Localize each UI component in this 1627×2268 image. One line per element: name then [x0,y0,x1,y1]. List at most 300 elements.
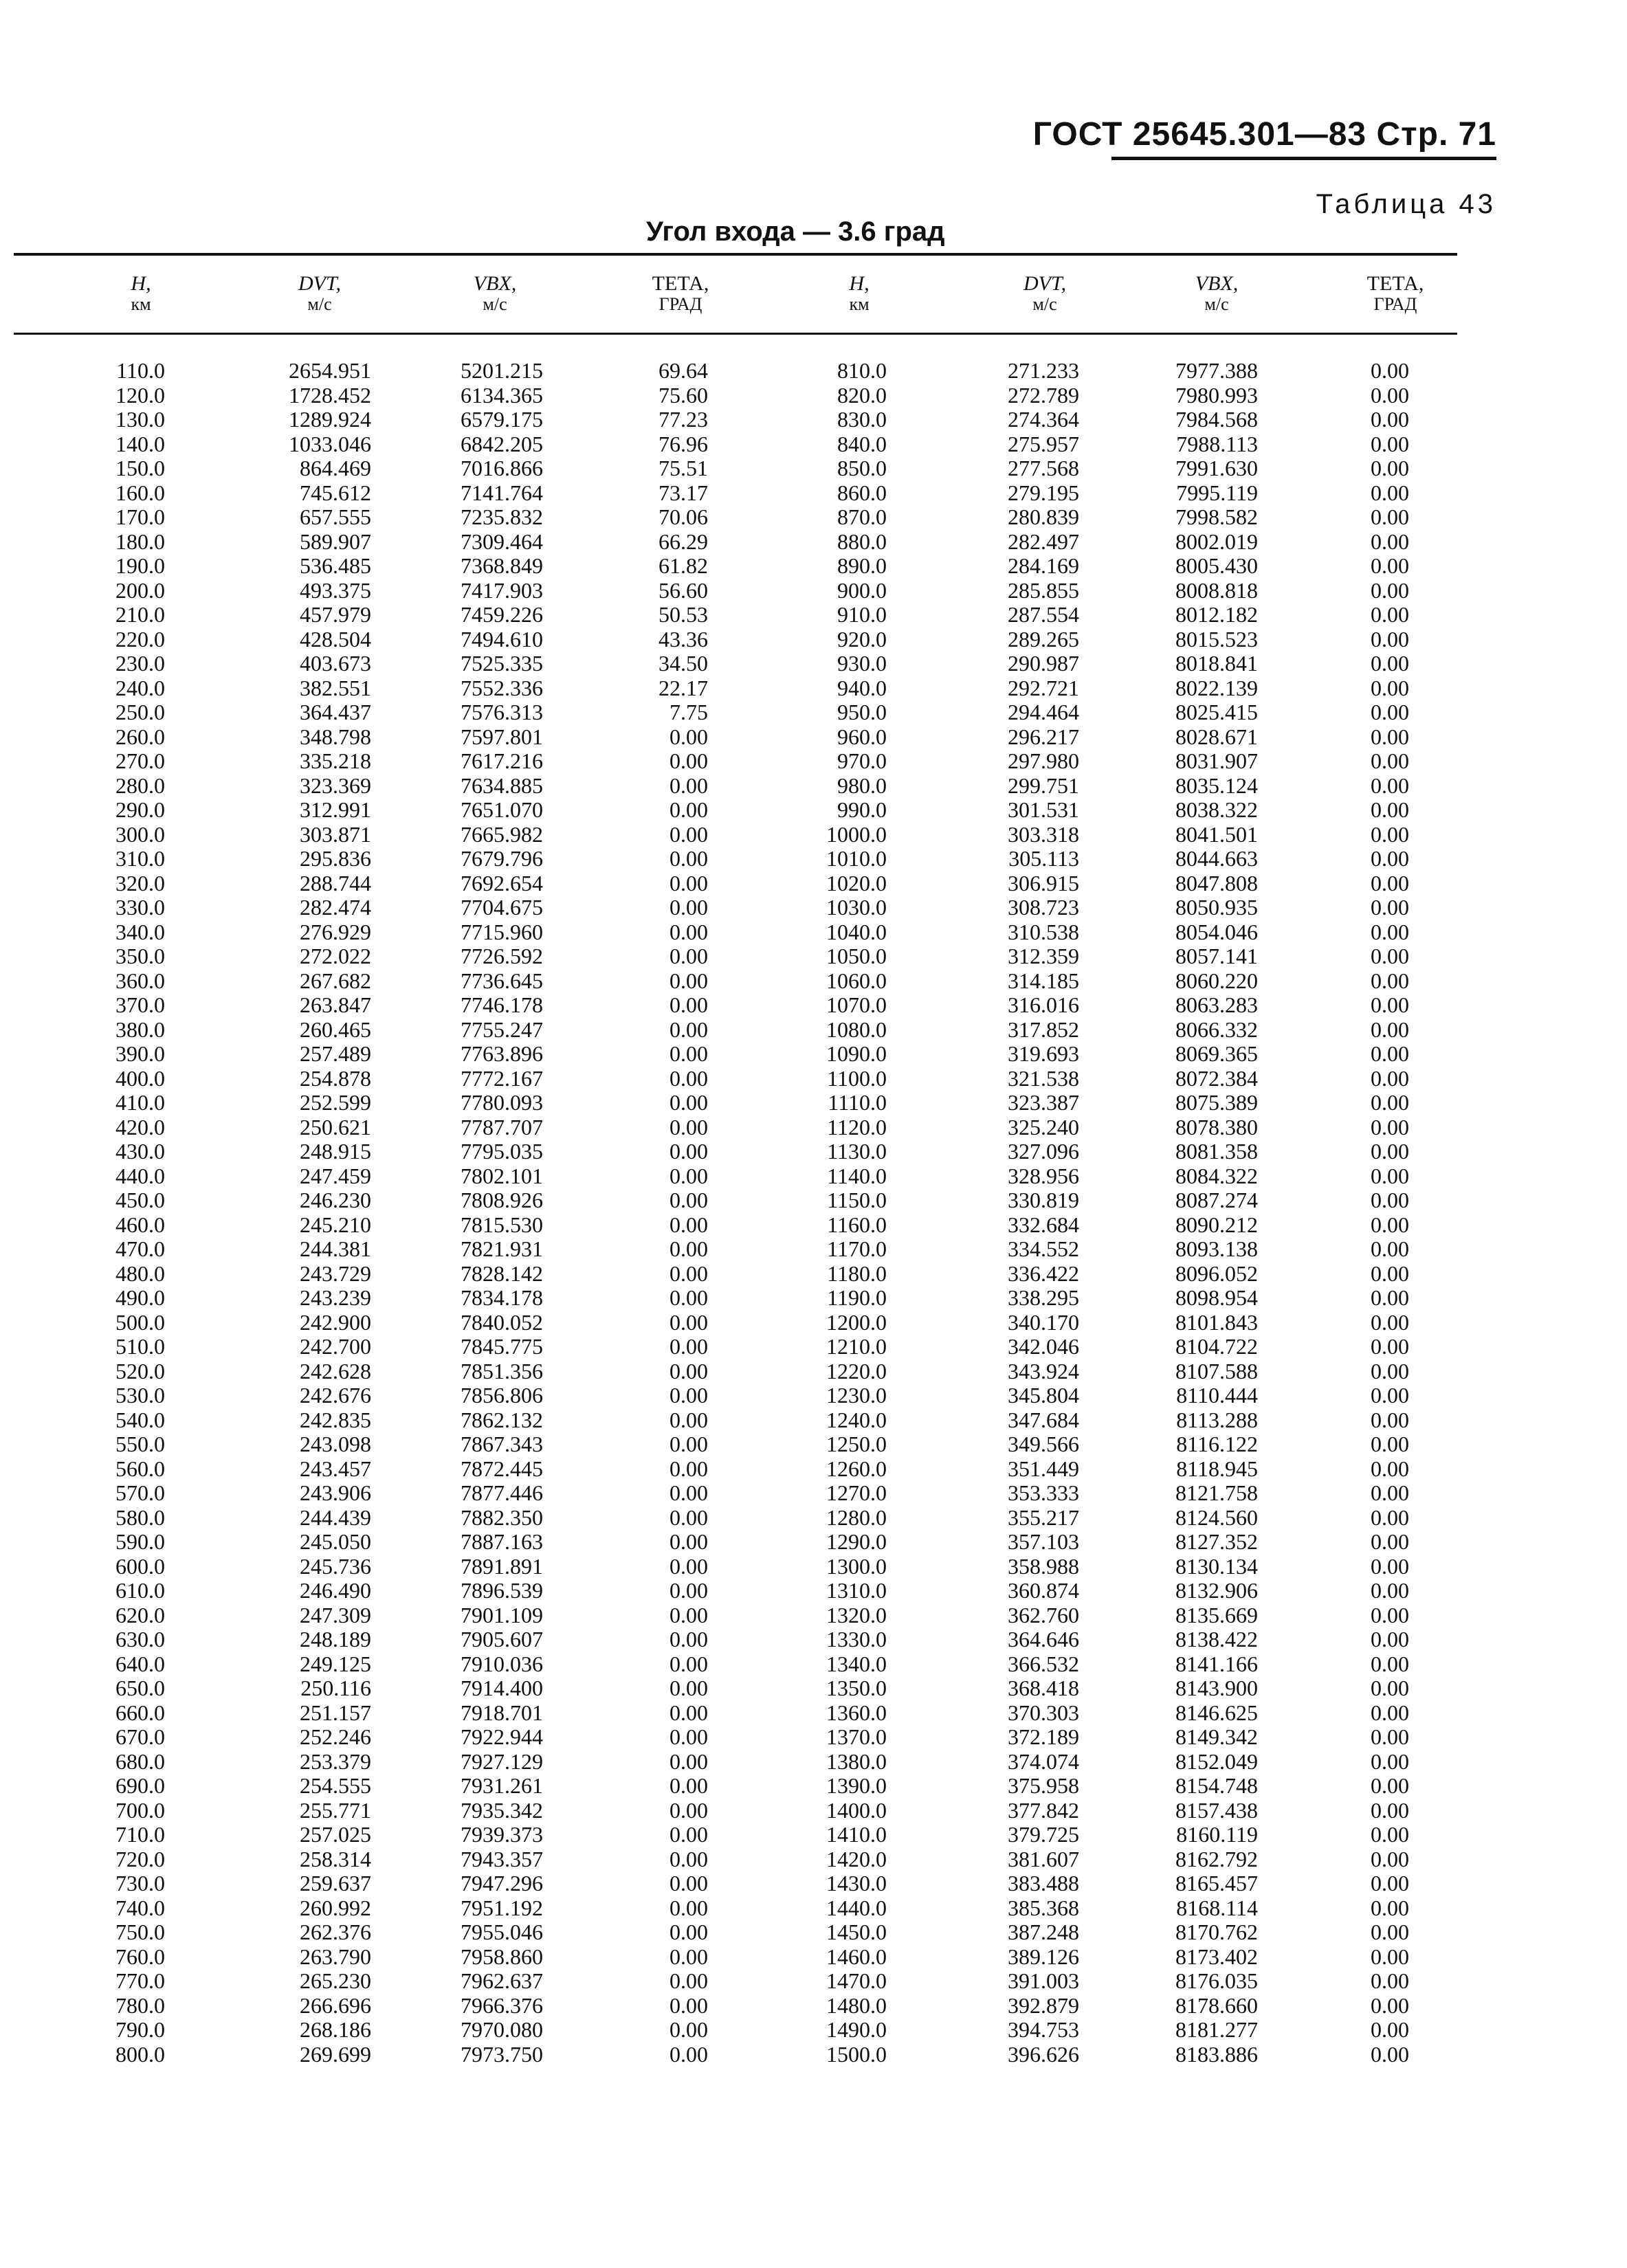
table-cell: 1490.0 [826,2017,887,2042]
table-cell: 0.00 [669,1724,708,1749]
table-cell: 1420.0 [826,1846,887,1871]
table-cell: 610.0 [115,1578,165,1603]
table-cell: 600.0 [115,1553,165,1579]
table-cell: 390.0 [115,1041,165,1066]
table-cell: 320.0 [115,870,165,896]
table-cell: 345.804 [1008,1383,1079,1408]
table-cell: 0.00 [1371,577,1409,603]
table-cell: 7927.129 [461,1748,543,1774]
table-cell: 0.00 [1371,1504,1409,1530]
table-cell: 8025.415 [1175,700,1258,724]
table-cell: 490.0 [115,1285,165,1310]
table-cell: 0.00 [669,1188,708,1212]
table-cell: 259.637 [300,1871,371,1895]
table-cell: 0.00 [669,1895,708,1920]
table-cell: 7980.993 [1175,382,1258,408]
table-cell: 8149.342 [1175,1724,1258,1749]
table-cell: 0.00 [669,1992,708,2018]
table-cell: 8047.808 [1175,870,1258,896]
table-cell: 7763.896 [461,1041,543,1066]
table-cell: 8162.792 [1175,1846,1258,1871]
table-cell: 0.00 [1371,1212,1409,1237]
column-header-teta-left [632,274,729,315]
table-cell: 8138.422 [1175,1627,1258,1652]
table-cell: 314.185 [1008,968,1079,993]
table-cell: 0.00 [1371,1309,1409,1335]
table-cell: 254.878 [300,1065,371,1091]
table-cell: 1500.0 [826,2041,887,2067]
table-cell: 8104.722 [1175,1334,1258,1359]
column-header-h-right [811,274,907,315]
table-cell: 420.0 [115,1114,165,1139]
table-cell: 0.00 [1371,821,1409,847]
table-cell: 7966.376 [461,1992,543,2018]
table-cell: 0.00 [669,1822,708,1847]
table-cell: 0.00 [669,919,708,944]
table-cell: 0.00 [669,870,708,896]
column-unit: м/с [307,294,332,314]
table-cell: 8038.322 [1175,797,1258,822]
table-cell: 268.186 [300,2017,371,2042]
table-cell: 374.074 [1008,1748,1079,1774]
table-cell: 7141.764 [461,480,543,505]
table-cell: 0.00 [669,1627,708,1652]
table-cell: 0.00 [1371,1895,1409,1920]
table-cell: 265.230 [300,1968,371,1993]
table-cell: 288.744 [300,870,371,896]
table-cell: 7905.607 [461,1627,543,1652]
table-cell: 75.51 [658,456,708,480]
table-cell: 0.00 [669,1285,708,1310]
table-cell: 560.0 [115,1456,165,1481]
table-cell: 334.552 [1008,1236,1079,1261]
table-cell: 890.0 [837,553,887,578]
table-cell: 140.0 [115,431,165,456]
table-cell: 864.469 [300,456,371,480]
table-cell: 850.0 [837,456,887,480]
table-cell: 7309.464 [461,529,543,554]
table-cell: 0.00 [1371,1602,1409,1627]
table-cell: 332.684 [1008,1212,1079,1237]
table-cell: 351.449 [1008,1456,1079,1481]
table-cell: 1050.0 [826,944,887,968]
table-cell: 0.00 [669,1700,708,1725]
table-cell: 244.439 [300,1504,371,1530]
table-cell: 0.00 [1371,602,1409,627]
table-cell: 0.00 [669,1748,708,1774]
table-cell: 910.0 [837,602,887,627]
table-cell: 8075.389 [1175,1090,1258,1115]
table-cell: 0.00 [1371,1871,1409,1895]
table-cell: 7935.342 [461,1797,543,1823]
table-cell: 0.00 [669,1114,708,1139]
table-cell: 0.00 [669,1529,708,1554]
table-cell: 1390.0 [826,1773,887,1798]
table-cell: 392.879 [1008,1992,1079,2018]
table-cell: 8060.220 [1175,968,1258,993]
table-cell: 243.098 [300,1432,371,1456]
table-cell: 243.906 [300,1480,371,1505]
table-cell: 1033.046 [289,431,371,456]
table-cell: 0.00 [1371,1627,1409,1652]
table-cell: 282.497 [1008,529,1079,554]
table-cell: 7867.343 [461,1432,543,1456]
table-cell: 246.490 [300,1578,371,1603]
table-cell: 0.00 [1371,870,1409,896]
table-cell: 391.003 [1008,1968,1079,1993]
table-cell: 0.00 [669,846,708,871]
table-cell: 8143.900 [1175,1676,1258,1700]
table-caption: Угол входа — 3.6 град [646,216,945,247]
table-cell: 368.418 [1008,1676,1079,1700]
table-cell: 0.00 [669,1090,708,1115]
table-cell: 0.00 [1371,1358,1409,1383]
table-cell: 350.0 [115,944,165,968]
table-cell: 8110.444 [1176,1383,1258,1408]
table-cell: 403.673 [300,651,371,676]
table-cell: 319.693 [1008,1041,1079,1066]
table-cell: 160.0 [115,480,165,505]
column-header-dvt-left [268,274,371,315]
table-cell: 520.0 [115,1358,165,1383]
table-cell: 7977.388 [1175,358,1258,383]
column-header-h-left [96,274,186,315]
table-cell: 7877.446 [461,1480,543,1505]
table-cell: 7872.445 [461,1456,543,1481]
table-cell: 310.538 [1008,919,1079,944]
column-name: DVT, [1023,272,1066,295]
table-cell: 308.723 [1008,895,1079,920]
table-cell: 8008.818 [1175,577,1258,603]
table-cell: 8116.122 [1176,1432,1258,1456]
table-cell: 630.0 [115,1627,165,1652]
table-cell: 7235.832 [461,504,543,529]
table-cell: 1380.0 [826,1748,887,1774]
table-cell: 0.00 [669,1602,708,1627]
table-cell: 0.00 [669,1383,708,1408]
table-cell: 284.169 [1008,553,1079,578]
table-cell: 7955.046 [461,1920,543,1944]
table-cell: 790.0 [115,2017,165,2042]
table-cell: 1280.0 [826,1504,887,1530]
column-name: ТЕТА, [1366,272,1424,295]
table-cell: 251.157 [300,1700,371,1725]
table-cell: 1190.0 [827,1285,887,1310]
table-cell: 7016.866 [461,456,543,480]
table-cell: 34.50 [658,651,708,676]
table-cell: 8090.212 [1175,1212,1258,1237]
table-cell: 7746.178 [461,992,543,1017]
table-cell: 0.00 [669,1309,708,1335]
table-cell: 8093.138 [1175,1236,1258,1261]
table-cell: 0.00 [669,1334,708,1359]
table-cell: 0.00 [1371,1163,1409,1188]
table-cell: 589.907 [300,529,371,554]
table-cell: 0.00 [1371,1944,1409,1969]
table-cell: 1260.0 [826,1456,887,1481]
table-cell: 276.929 [300,919,371,944]
table-cell: 257.489 [300,1041,371,1066]
table-cell: 316.016 [1008,992,1079,1017]
table-cell: 7856.806 [461,1383,543,1408]
table-cell: 830.0 [837,407,887,432]
table-cell: 340.0 [115,919,165,944]
table-cell: 0.00 [1371,700,1409,724]
table-cell: 387.248 [1008,1920,1079,1944]
table-cell: 810.0 [837,358,887,383]
table-cell: 8098.954 [1175,1285,1258,1310]
table-cell: 7998.582 [1175,504,1258,529]
table-cell: 200.0 [115,577,165,603]
table-cell: 8002.019 [1175,529,1258,554]
column-unit: м/с [1032,294,1057,314]
table-cell: 7787.707 [461,1114,543,1139]
table-cell: 0.00 [1371,651,1409,676]
table-cell: 330.0 [115,895,165,920]
table-cell: 0.00 [669,724,708,749]
table-cell: 338.295 [1008,1285,1079,1310]
table-cell: 389.126 [1008,1944,1079,1969]
table-cell: 1320.0 [826,1602,887,1627]
table-cell: 269.699 [300,2041,371,2067]
column-right-h [790,359,887,2067]
table-cell: 292.721 [1008,675,1079,700]
table-cell: 0.00 [1371,944,1409,968]
table-cell: 1728.452 [289,382,371,408]
table-cell: 0.00 [669,1407,708,1432]
table-cell: 0.00 [1371,1480,1409,1505]
table-cell: 860.0 [837,480,887,505]
table-cell: 249.125 [300,1651,371,1676]
table-cell: 8127.352 [1175,1529,1258,1554]
table-cell: 7494.610 [461,626,543,652]
table-cell: 287.554 [1008,602,1079,627]
table-cell: 880.0 [837,529,887,554]
table-cell: 7901.109 [461,1602,543,1627]
table-cell: 306.915 [1008,870,1079,896]
table-cell: 8081.358 [1175,1139,1258,1164]
table-cell: 7808.926 [461,1188,543,1212]
table-cell: 230.0 [115,651,165,676]
table-cell: 370.0 [115,992,165,1017]
table-cell: 7704.675 [461,895,543,920]
table-cell: 0.00 [669,1968,708,1993]
table-cell: 297.980 [1008,748,1079,773]
table-cell: 0.00 [1371,529,1409,554]
table-cell: 343.924 [1008,1358,1079,1383]
table-cell: 377.842 [1008,1797,1079,1823]
table-cell: 50.53 [658,602,708,627]
table-cell: 8087.274 [1175,1188,1258,1212]
table-cell: 245.210 [300,1212,371,1237]
column-unit: ГРАД [1373,294,1417,314]
table-cell: 8181.277 [1175,2017,1258,2042]
table-cell: 254.555 [300,1773,371,1798]
table-cell: 364.646 [1008,1627,1079,1652]
table-cell: 500.0 [115,1309,165,1335]
table-cell: 7891.891 [461,1553,543,1579]
table-cell: 290.987 [1008,651,1079,676]
table-cell: 900.0 [837,577,887,603]
table-cell: 430.0 [115,1139,165,1164]
table-cell: 303.318 [1008,821,1079,847]
table-cell: 0.00 [1371,748,1409,773]
table-cell: 1410.0 [826,1822,887,1847]
table-cell: 243.729 [300,1260,371,1286]
table-cell: 245.736 [300,1553,371,1579]
table-cell: 375.958 [1008,1773,1079,1798]
table-cell: 0.00 [669,748,708,773]
table-cell: 1290.0 [826,1529,887,1554]
table-cell: 6134.365 [461,382,543,408]
table-cell: 275.957 [1008,431,1079,456]
table-cell: 7851.356 [461,1358,543,1383]
table-cell: 349.566 [1008,1432,1079,1456]
table-cell: 0.00 [1371,1553,1409,1579]
table-cell: 1130.0 [827,1139,887,1164]
table-cell: 61.82 [658,553,708,578]
table-cell: 0.00 [1371,1724,1409,1749]
table-cell: 8015.523 [1175,626,1258,652]
table-cell: 380.0 [115,1016,165,1042]
table-cell: 0.00 [1371,1407,1409,1432]
column-header-vbx-left [440,274,550,315]
table-cell: 0.00 [1371,1285,1409,1310]
table-cell: 336.422 [1008,1260,1079,1286]
table-cell: 1220.0 [826,1358,887,1383]
table-cell: 242.900 [300,1309,371,1335]
table-cell: 8101.843 [1175,1309,1258,1335]
column-left-teta [619,359,708,2067]
table-cell: 0.00 [1371,480,1409,505]
table-cell: 1300.0 [826,1553,887,1579]
table-cell: 8084.322 [1175,1163,1258,1188]
table-cell: 1250.0 [826,1432,887,1456]
table-cell: 247.309 [300,1602,371,1627]
table-cell: 0.00 [1371,895,1409,920]
table-cell: 840.0 [837,431,887,456]
table-cell: 8146.625 [1175,1700,1258,1725]
column-unit: км [131,294,151,314]
table-cell: 8063.283 [1175,992,1258,1017]
table-cell: 0.00 [669,772,708,798]
table-cell: 7834.178 [461,1285,543,1310]
table-cell: 7368.849 [461,553,543,578]
table-cell: 243.457 [300,1456,371,1481]
table-cell: 242.628 [300,1358,371,1383]
table-cell: 980.0 [837,772,887,798]
table-cell: 0.00 [669,821,708,847]
table-cell: 358.988 [1008,1553,1079,1579]
table-cell: 56.60 [658,577,708,603]
column-left-dvt [254,359,371,2067]
table-cell: 0.00 [669,1651,708,1676]
table-cell: 1400.0 [826,1797,887,1823]
table-cell: 328.956 [1008,1163,1079,1188]
table-cell: 800.0 [115,2041,165,2067]
table-cell: 510.0 [115,1334,165,1359]
table-cell: 1150.0 [827,1188,887,1212]
table-cell: 7634.885 [461,772,543,798]
table-cell: 7958.860 [461,1944,543,1969]
table-cell: 7939.373 [461,1822,543,1847]
table-cell: 0.00 [1371,1992,1409,2018]
table-cell: 0.00 [1371,456,1409,480]
table-cell: 0.00 [669,1236,708,1261]
table-cell: 7947.296 [461,1871,543,1895]
table-cell: 7.75 [669,700,708,724]
table-cell: 7910.036 [461,1651,543,1676]
table-cell: 7962.637 [461,1968,543,1993]
table-cell: 820.0 [837,382,887,408]
table-cell: 8012.182 [1175,602,1258,627]
table-cell: 0.00 [1371,1139,1409,1164]
table-cell: 382.551 [300,675,371,700]
table-cell: 7840.052 [461,1309,543,1335]
table-cell: 0.00 [669,1260,708,1286]
column-unit: ГРАД [658,294,702,314]
table-cell: 730.0 [115,1871,165,1895]
table-cell: 1030.0 [826,895,887,920]
table-cell: 8121.758 [1175,1480,1258,1505]
table-cell: 242.835 [300,1407,371,1432]
table-cell: 1120.0 [827,1114,887,1139]
table-cell: 550.0 [115,1432,165,1456]
table-cell: 590.0 [115,1529,165,1554]
table-cell: 1010.0 [826,846,887,871]
table-cell: 8005.430 [1175,553,1258,578]
column-unit: км [849,294,870,314]
table-cell: 7828.142 [461,1260,543,1286]
table-cell: 7931.261 [461,1773,543,1798]
table-cell: 0.00 [669,1797,708,1823]
table-cell: 8124.560 [1175,1504,1258,1530]
table-cell: 8031.907 [1175,748,1258,773]
table-cell: 299.751 [1008,772,1079,798]
table-cell: 7692.654 [461,870,543,896]
table-cell: 245.050 [300,1529,371,1554]
table-cell: 8135.669 [1175,1602,1258,1627]
table-cell: 1090.0 [826,1041,887,1066]
table-cell: 1060.0 [826,968,887,993]
table-cell: 1430.0 [826,1871,887,1895]
page-header [1033,115,1496,153]
table-cell: 8165.457 [1175,1871,1258,1895]
table-cell: 277.568 [1008,456,1079,480]
column-name: DVT, [298,272,341,295]
table-cell: 272.789 [1008,382,1079,408]
table-cell: 282.474 [300,895,371,920]
table-cell: 110.0 [116,358,165,383]
table-cell: 305.113 [1008,846,1079,871]
table-cell: 289.265 [1008,626,1079,652]
table-cell: 0.00 [1371,358,1409,383]
table-cell: 8152.049 [1175,1748,1258,1774]
document-title: ГОСТ 25645.301—83 Стр. 71 [1032,116,1496,153]
column-right-teta [1327,359,1409,2067]
table-cell: 296.217 [1008,724,1079,749]
table-cell: 720.0 [115,1846,165,1871]
table-cell: 0.00 [1371,431,1409,456]
table-cell: 0.00 [1371,675,1409,700]
table-cell: 280.839 [1008,504,1079,529]
table-cell: 246.230 [300,1188,371,1212]
table-cell: 0.00 [669,1016,708,1042]
table-cell: 7815.530 [461,1212,543,1237]
column-name: VBX, [473,272,517,295]
table-cell: 248.189 [300,1627,371,1652]
table-cell: 247.459 [300,1163,371,1188]
